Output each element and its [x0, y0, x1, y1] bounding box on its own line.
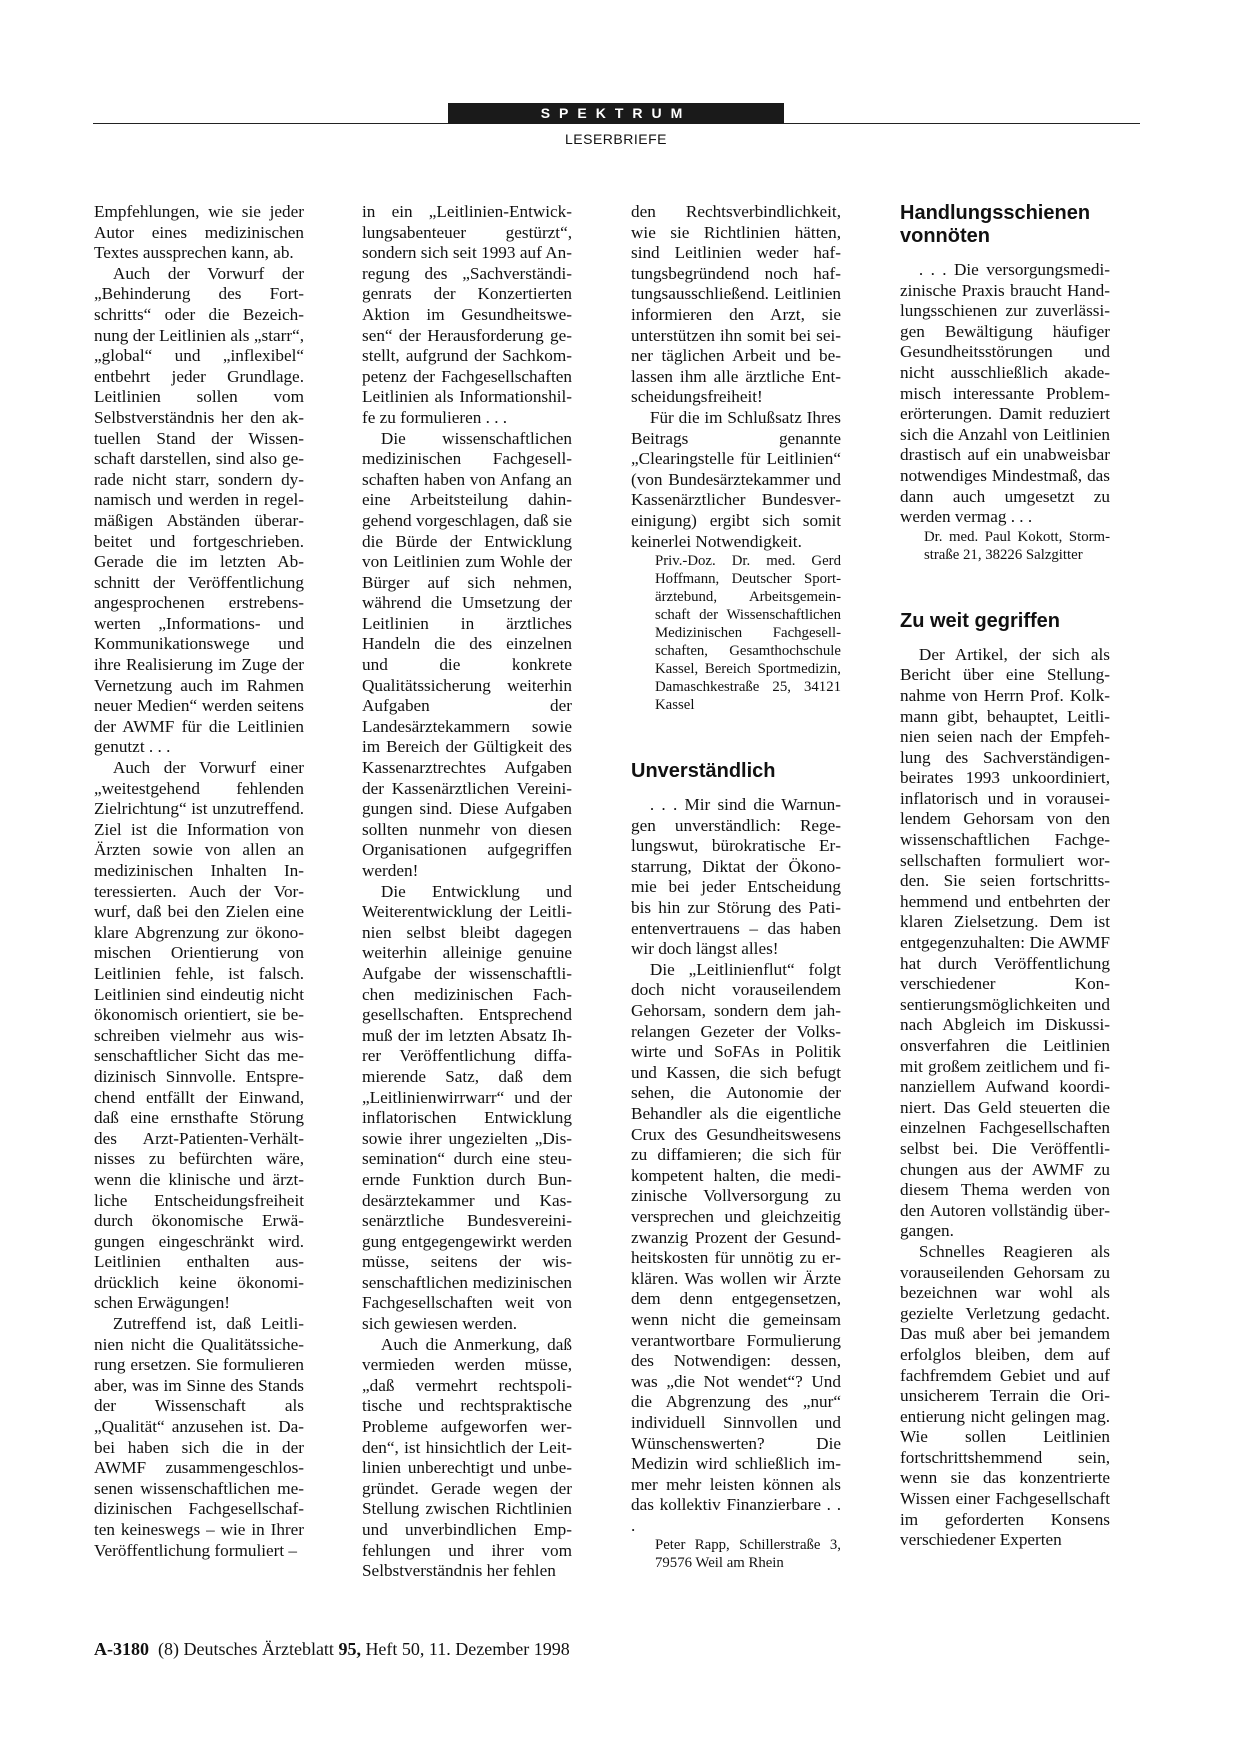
letter-heading: Handlungsschienen vonnöten: [900, 202, 1091, 247]
paragraph: Zutreffend ist, daß Leitlinien nicht die Qualitätssicherung ersetzen. Sie formulieren aber, was im Sinne des Stands der Wissenschaft als „Qualität“ anzusehen ist. Dabei haben sich die in der AWMF zusammengeschlossenen wissenschaftlichen medizinischen Fachgesellschaften keineswegs – wie in Ihrer Veröffentlichung formuliert –: [94, 1314, 304, 1560]
paragraph: Der Artikel, der sich als Bericht über eine Stellungnahme von Herrn Prof. Kolkmann gibt, behauptet, Leitlinien seien nach der Empfehlung des Sachverständigenbeirates 1993 unkoordiniert, inflatorisch und in vorauseilendem Gehorsam von den wissenschaftlichen Fachgesellschaften formuliert worden. Sie seien fortschrittshemmend und entbehrten der klaren Zielsetzung. Dem ist entgegenzuhalten: Die AWMF hat durch Veröffentlichung verschiedener Konsentierungsmöglichkeiten und nach Abgleich im Diskussionsverfahren die Leitlinien mit großem zeitlichem und finanziellem Aufwand koordiniert. Das Geld steuerten die einzelnen Fachgesellschaften selbst bei. Die Veröffentlichungen aus der AWMF zu diesem Thema werden von den Autoren vollständig übergangen.: [900, 644, 1110, 1241]
letter-heading: Zu weit gegriffen: [900, 609, 1060, 632]
column-4: [900, 202, 1110, 1551]
journal-name: (8) Deutsches Ärzteblatt: [158, 1639, 334, 1659]
column-3: [631, 202, 841, 1572]
paragraph: Die Entwicklung und Weiterentwicklung der Leitlinien selbst bleibt dagegen weiterhin alleinige genuine Aufgabe der wissenschaftlichen medizinischen Fachgesellschaften. Entsprechend muß der im letzten Absatz Ihrer Veröffentlichung diffamierende Satz, daß dem „Leitlinienwirrwarr“ und der inflatorischen Entwicklung sowie ihrer ungezielten „Dissemination“ durch eine steuernde Funktion durch Bundesärztekammer und Kassenärztliche Bundesvereinigung entgegengewirkt werden müsse, seitens der wissenschaftlichen medizinischen Fachgesellschaften weit von sich gewiesen werden.: [362, 881, 572, 1334]
author-signature: Dr. med. Paul Kokott, Stormstraße 21, 38226 Salzgitter: [924, 528, 1110, 563]
column-1: [94, 202, 304, 1561]
subsection-label: LESERBRIEFE: [565, 131, 667, 147]
paragraph: Die wissenschaftlichen medizinischen Fachgesellschaften haben von Anfang an eine Arbeitsteilung dahingehend vorgeschlagen, daß sie die Bürde der Entwicklung von Leitlinien zum Wohle der Bürger auf sich nehmen, während die Umsetzung der Leitlinien in ärztliches Handeln die des einzelnen und die konkrete Qualitätssicherung weiterhin Aufgaben der Landesärztekammern sowie im Bereich der Gültigkeit des Kassenarztrechtes Aufgaben der Kassenärztlichen Vereinigungen sind. Diese Aufgaben sollten nunmehr von diesen Organisationen aufgegriffen werden!: [362, 428, 572, 880]
paragraph: . . . Mir sind die Warnungen unverständlich: Regelungswut, bürokratische Erstarrung, Diktat der Ökonomie bei jeder Entscheidung bis hin zur Störung des Patientenvertrauens – das haben wir doch längst alles!: [631, 795, 841, 959]
paragraph: den Rechtsverbindlichkeit, wie sie Richtlinien hätten, sind Leitlinien weder haftungsbegründend noch haftungsausschließend. Leitlinien informieren den Arzt, sie unterstützen ihn somit bei seiner täglichen Arbeit und belassen ihm alle ärztliche Entscheidungsfreiheit!: [631, 202, 841, 407]
volume-number: 95,: [338, 1639, 361, 1659]
letter-heading: Unverständlich: [631, 760, 776, 783]
paragraph: Auch die Anmerkung, daß vermieden werden müsse, „daß vermehrt rechtspolitische und rechtspraktische Probleme aufgeworfen werden“, ist hinsichtlich der Leitlinien unberechtigt und unbegründet. Gerade wegen der Stellung zwischen Richtlinien und unverbindlichen Empfehlungen und ihrer vom Selbstverständnis her fehlen: [362, 1334, 572, 1581]
author-signature: Peter Rapp, Schillerstraße 3, 79576 Weil am Rhein: [655, 1537, 841, 1572]
paragraph: Für die im Schlußsatz Ihres Beitrags genannte „Clearingstelle für Leitlinien“ (von Bundesärztekammer und Kassenärztlicher Bundesvereinigung) ergibt sich somit keinerlei Notwendigkeit.: [631, 407, 841, 551]
section-banner: SPEKTRUM: [448, 103, 784, 124]
paragraph: Schnelles Reagieren als vorauseilenden Gehorsam zu bezeichnen war wohl als gezielte Verletzung gedacht. Das muß aber bei jemandem erfolglos bleiben, dem auf fachfremdem Gebiet und auf unsicherem Terrain die Orientierung nicht gelingen mag. Wie sollen Leitlinien fortschrittshemmend sein, wenn sie das konzentrierte Wissen einer Fachgesellschaft im geforderten Konsens verschiedener Experten: [900, 1241, 1110, 1550]
author-signature: Priv.-Doz. Dr. med. Gerd Hoffmann, Deutscher Sportärztebund, Arbeitsgemeinschaft der Wissenschaftlichen Medizinischen Fachgesellschaften, Gesamthochschule Kassel, Bereich Sportmedizin, Damaschkestraße 25, 34121 Kassel: [655, 553, 841, 714]
paragraph: Auch der Vorwurf der „Behinderung des Fortschritts“ oder die Bezeichnung der Leitlinien als „starr“, „global“ und „inflexibel“ entbehrt jeder Grundlage. Leitlinien sollen vom Selbstverständnis her den aktuellen Stand der Wissenschaft darstellen, sind also gerade nicht starr, sondern dynamisch und werden in regelmäßigen Abständen überarbeitet und fortgeschrieben. Gerade die im letzten Abschnitt der Veröffentlichung angesprochenen erstrebenswerten „Informations- und Kommunikationswege und ihre Realisierung im Zuge der Vernetzung auch im Rahmen neuer Medien“ werden seitens der AWMF für die Leitlinien genutzt . . .: [94, 263, 304, 757]
paragraph: Empfehlungen, wie sie jeder Autor eines medizinischen Textes aussprechen kann, ab.: [94, 202, 304, 263]
issue-date: Heft 50, 11. Dezember 1998: [365, 1639, 570, 1659]
page-code: A-3180: [94, 1639, 149, 1659]
column-2: [362, 202, 572, 1582]
paragraph: Auch der Vorwurf einer „weitestgehend fehlenden Zielrichtung“ ist unzutreffend. Ziel ist die Information von Ärzten sowie von allen an medizinischen Inhalten Interessierten. Auch der Vorwurf, daß bei den Zielen eine klare Abgrenzung zur ökonomischen Orientierung von Leitlinien fehle, ist falsch. Leitlinien sind eindeutig nicht ökonomisch orientiert, sie beschreiben vielmehr aus wissenschaftlicher Sicht das medizinisch Sinnvolle. Entsprechend entfällt der Einwand, daß eine ernsthafte Störung des Arzt-Patienten-Verhältnisses zu befürchten wäre, wenn die klinische und ärztliche Entscheidungsfreiheit durch ökonomische Erwägungen eingeschränkt wird. Leitlinien enthalten ausdrücklich keine ökonomischen Erwägungen!: [94, 758, 304, 1313]
paragraph: . . . Die versorgungsmedizinische Praxis braucht Handlungsschienen zur zuverlässigen Bewältigung häufiger Gesundheitsstörungen und nicht ausschließlich akademisch interessante Problemerörterungen. Damit reduziert sich die Anzahl von Leitlinien drastisch auf ein unabweisbar notwendiges Mindestmaß, das dann auch umgesetzt zu werden vermag . . .: [900, 260, 1110, 527]
paragraph: in ein „Leitlinien-Entwicklungsabenteuer gestürzt“, sondern sich seit 1993 auf Anregung des „Sachverständigenrats der Konzertierten Aktion im Gesundheitswesen“ der Herausforderung gestellt, aufgrund der Sachkompetenz der Fachgesellschaften Leitlinien als Informationshilfe zu formulieren . . .: [362, 202, 572, 427]
page-footer: [94, 1639, 570, 1660]
paragraph: Die „Leitlinienflut“ folgt doch nicht vorauseilendem Gehorsam, sondern dem jahrelangen Gezeter der Volkswirte und SoFAs in Politik und Kassen, die sich befugt sehen, die Autonomie der Behandler als die eigentliche Crux des Gesundheitswesens zu diffamieren; die sich für kompetent halten, die medizinische Vollversorgung zu versprechen und gleichzeitig zwanzig Prozent der Gesundheitskosten für unnötig zu erklären. Was wollen wir Ärzte dem denn entgegensetzen, wenn nicht die gemeinsam verantwortbare Formulierung des Notwendigen: dessen, was „die Not wendet“? Und die Abgrenzung des „nur“ individuell Sinnvollen und Wünschenswerten? Die Medizin wird schließlich immer mehr leisten können als das kollektiv Finanzierbare . . .: [631, 959, 841, 1535]
